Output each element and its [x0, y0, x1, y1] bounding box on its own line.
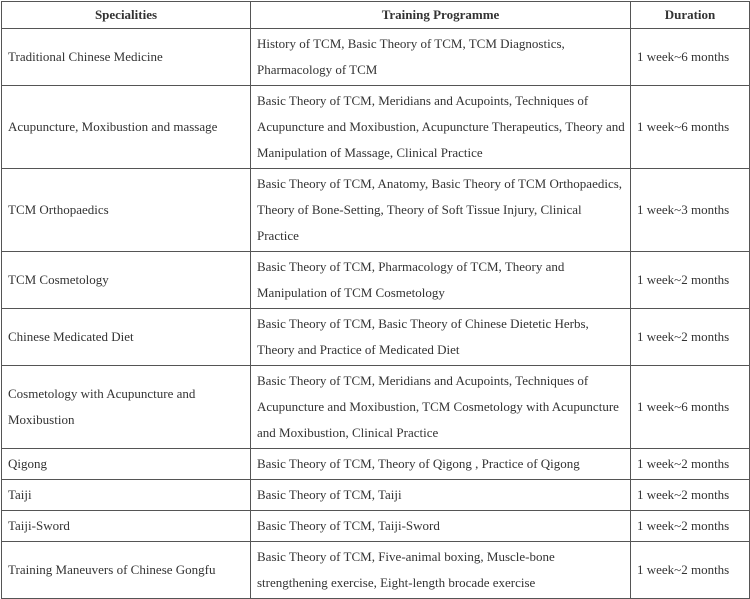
speciality-cell: Qigong [2, 449, 251, 480]
programme-cell: Basic Theory of TCM, Meridians and Acupoints, Techniques of Acupuncture and Moxibustion, TCM Cosmetology with Acupuncture and Moxibustion, Clinical Practice [251, 366, 631, 449]
speciality-cell: Traditional Chinese Medicine [2, 29, 251, 86]
table-row [2, 86, 750, 169]
table-body [2, 29, 750, 599]
table-row [2, 449, 750, 480]
header-duration: Duration [631, 2, 750, 29]
programme-cell: History of TCM, Basic Theory of TCM, TCM Diagnostics, Pharmacology of TCM [251, 29, 631, 86]
table-row [2, 169, 750, 252]
header-training-programme: Training Programme [251, 2, 631, 29]
duration-cell: 1 week~2 months [631, 309, 750, 366]
table-row [2, 29, 750, 86]
table-row [2, 252, 750, 309]
table-row [2, 309, 750, 366]
duration-cell: 1 week~2 months [631, 480, 750, 511]
speciality-cell: Taiji-Sword [2, 511, 251, 542]
programme-cell: Basic Theory of TCM, Pharmacology of TCM, Theory and Manipulation of TCM Cosmetology [251, 252, 631, 309]
programme-cell: Basic Theory of TCM, Theory of Qigong , Practice of Qigong [251, 449, 631, 480]
duration-cell: 1 week~6 months [631, 366, 750, 449]
programme-cell: Basic Theory of TCM, Anatomy, Basic Theory of TCM Orthopaedics, Theory of Bone-Setting, Theory of Soft Tissue Injury, Clinical Practice [251, 169, 631, 252]
speciality-cell: Taiji [2, 480, 251, 511]
duration-cell: 1 week~2 months [631, 449, 750, 480]
header-row [2, 2, 750, 29]
duration-cell: 1 week~6 months [631, 86, 750, 169]
header-specialities: Specialities [2, 2, 251, 29]
duration-cell: 1 week~2 months [631, 252, 750, 309]
table-row [2, 511, 750, 542]
training-programme-table [1, 1, 750, 599]
table-header [2, 2, 750, 29]
duration-cell: 1 week~6 months [631, 29, 750, 86]
speciality-cell: Acupuncture, Moxibustion and massage [2, 86, 251, 169]
speciality-cell: TCM Orthopaedics [2, 169, 251, 252]
programme-cell: Basic Theory of TCM, Basic Theory of Chinese Dietetic Herbs, Theory and Practice of Medicated Diet [251, 309, 631, 366]
table-row [2, 366, 750, 449]
table-row [2, 542, 750, 599]
speciality-cell: Chinese Medicated Diet [2, 309, 251, 366]
speciality-cell: Cosmetology with Acupuncture and Moxibustion [2, 366, 251, 449]
duration-cell: 1 week~2 months [631, 542, 750, 599]
duration-cell: 1 week~2 months [631, 511, 750, 542]
programme-cell: Basic Theory of TCM, Five-animal boxing, Muscle-bone strengthening exercise, Eight-length brocade exercise [251, 542, 631, 599]
duration-cell: 1 week~3 months [631, 169, 750, 252]
table-row [2, 480, 750, 511]
speciality-cell: TCM Cosmetology [2, 252, 251, 309]
programme-cell: Basic Theory of TCM, Meridians and Acupoints, Techniques of Acupuncture and Moxibustion, Acupuncture Therapeutics, Theory and Manipulation of Massage, Clinical Practice [251, 86, 631, 169]
speciality-cell: Training Maneuvers of Chinese Gongfu [2, 542, 251, 599]
programme-cell: Basic Theory of TCM, Taiji [251, 480, 631, 511]
programme-cell: Basic Theory of TCM, Taiji-Sword [251, 511, 631, 542]
